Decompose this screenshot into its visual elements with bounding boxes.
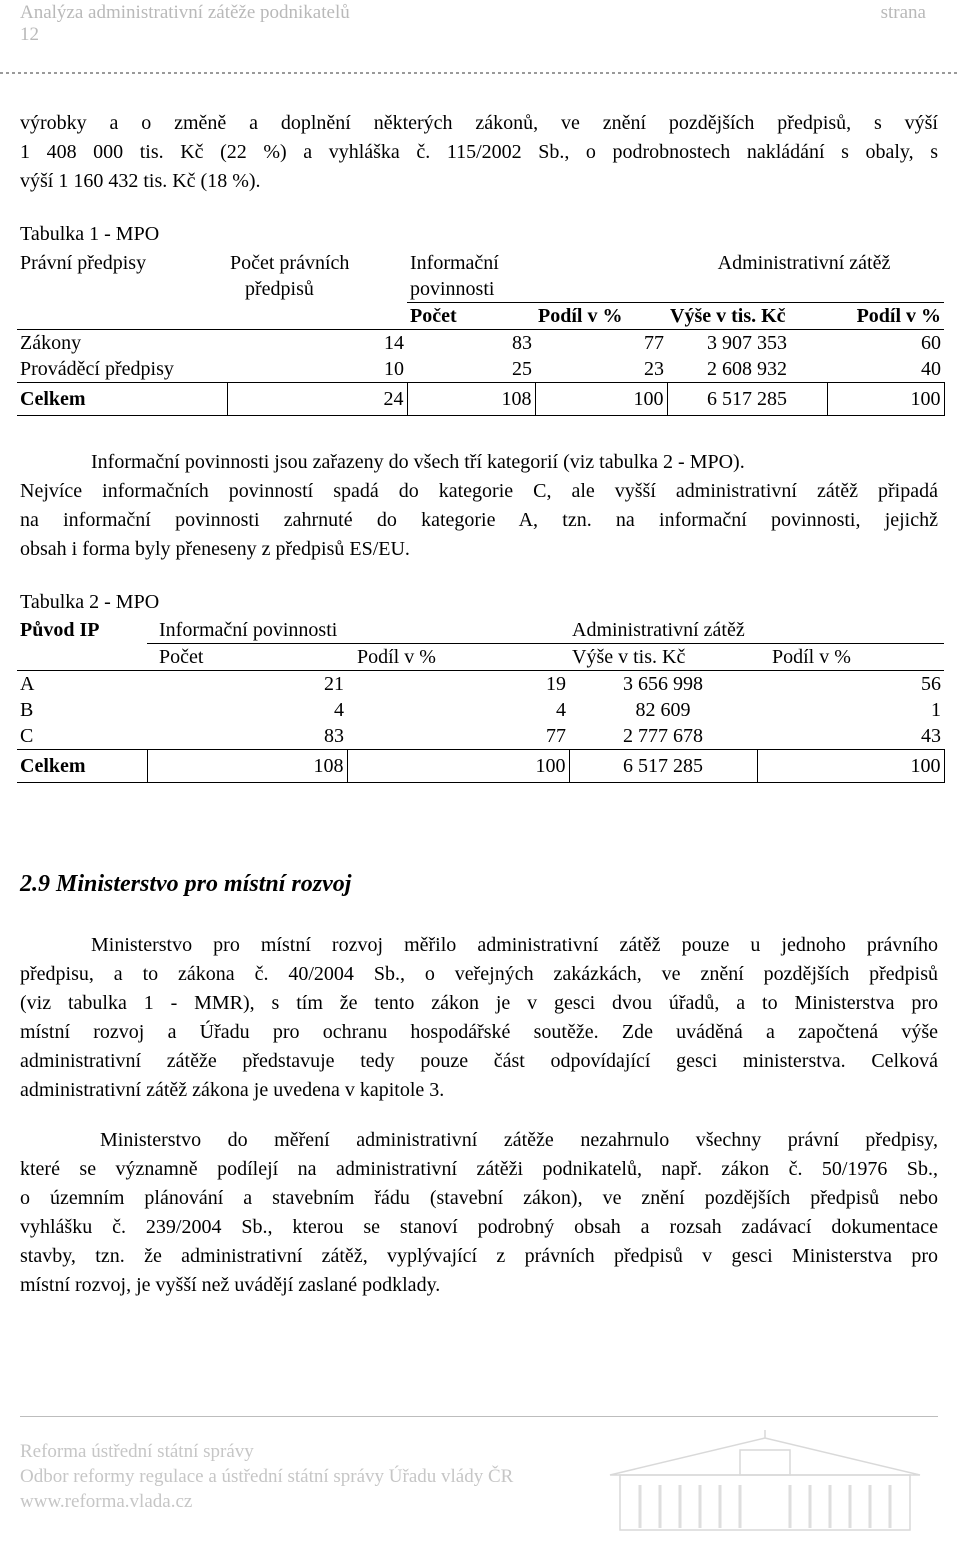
- table2-subheader-row: [17, 644, 944, 671]
- paragraph-line: Informační povinnosti jsou zařazeny do všech tří kategorií (viz tabulka 2 - MPO).: [91, 451, 745, 473]
- paragraph-line: které se významně podílejí na administrativní zátěži podnikatelů, např. zákon č. 50/1976 Sb.,: [20, 1158, 938, 1180]
- table1-cell: 108: [407, 383, 535, 416]
- table2-cell: 1: [931, 699, 942, 721]
- table1-header-cell: Počet: [407, 303, 535, 330]
- table2-cell: B: [20, 699, 34, 721]
- table1-header-cell: [407, 250, 535, 303]
- table1-cell: 40: [921, 358, 942, 380]
- table1-cell: 6 517 285: [667, 383, 827, 416]
- table1-cell: Celkem: [17, 383, 227, 416]
- intro-paragraph: [20, 109, 938, 196]
- table1-cell: Prováděcí předpisy: [20, 358, 174, 380]
- table1: [17, 250, 945, 416]
- table1-header-cell: Podíl v %: [535, 303, 667, 330]
- table2-header-cell: Administrativní zátěž: [572, 619, 745, 641]
- paragraph-2: [20, 448, 938, 564]
- table2-cell: 4: [556, 699, 566, 721]
- footer-line: Reforma ústřední státní správy: [20, 1441, 254, 1462]
- table2-header-cell: Podíl v %: [347, 644, 569, 671]
- table1-header-cell: Podíl v %: [827, 303, 944, 330]
- paragraph-line: místní rozvoj a Úřadu pro ochranu hospodářské soutěže. Zde uváděná a započtená výše: [20, 1021, 938, 1043]
- table1-cell: 100: [535, 383, 667, 416]
- table2-cell: 2 777 678: [623, 725, 703, 747]
- table2-header-cell: Počet: [147, 644, 347, 671]
- table2-cell: 43: [921, 725, 942, 747]
- table1-header-pocet-line1: Počet právních: [230, 252, 350, 274]
- table1-cell: 60: [827, 330, 944, 357]
- page-number: 12: [20, 24, 39, 45]
- paragraph-line: stavby, tzn. že administrativní zátěž, vyplývající z právních předpisů v gesci Ministerstva pro: [20, 1245, 938, 1267]
- footer: [20, 1439, 513, 1514]
- section-number: 2.9: [20, 871, 50, 897]
- table2-header-cell: Původ IP: [20, 619, 100, 641]
- paragraph-line: Nejvíce informačních povinností spadá do kategorie C, ale vyšší administrativní zátěž připadá: [20, 480, 938, 502]
- paragraph-line: na informační povinnosti zahrnuté do kategorie A, tzn. na informační povinnosti, jejichž: [20, 509, 938, 531]
- table1-cell: 10: [384, 358, 404, 380]
- table2-header-cell: Výše v tis. Kč: [569, 644, 757, 671]
- table1-cell: 25: [512, 358, 532, 380]
- table2-header-row: [17, 617, 944, 644]
- paragraph-line: místní rozvoj, je vyšší než uvádějí zaslané podklady.: [20, 1274, 441, 1296]
- table2-cell: 100: [757, 750, 944, 783]
- table2-header-cell: Podíl v %: [757, 644, 944, 671]
- table1-cell: 77: [535, 330, 667, 357]
- table2-cell: 83: [324, 725, 344, 747]
- paragraph-line: (viz tabulka 1 - MMR), s tím že tento zákon je v gesci dvou úřadů, a to Ministerstva pro: [20, 992, 938, 1014]
- table2-cell: 19: [347, 671, 569, 698]
- table1-header-row: [17, 250, 944, 303]
- table2-header-cell: Informační povinnosti: [159, 619, 338, 641]
- paragraph-line: administrativní zátěž zákona je uvedena v kapitole 3.: [20, 1079, 445, 1101]
- intro-line: výrobky a o změně a doplnění některých zákonů, ve znění pozdějších předpisů, s výší: [20, 112, 938, 134]
- paragraph-line: obsah i forma byly přeneseny z předpisů ES/EU.: [20, 538, 410, 560]
- table1-cell: 23: [644, 358, 664, 380]
- table1-header-inf-line2: povinnosti: [410, 278, 495, 300]
- paragraph-4: [20, 1126, 938, 1300]
- header-separator: [0, 72, 960, 74]
- table2-cell: 3 656 998: [569, 671, 757, 698]
- table1-subheader-row: [17, 303, 944, 330]
- table-row: [17, 356, 944, 383]
- table1-cell: 14: [227, 330, 407, 357]
- table1-header-cell: Administrativní zátěž: [717, 252, 891, 274]
- paragraph-line: vyhlášku č. 239/2004 Sb., kterou se stanoví podrobný obsah a rozsah zadávací dokumentace: [20, 1216, 938, 1238]
- section-heading: [20, 869, 351, 899]
- table-row: [17, 383, 944, 416]
- table1-header-cell: Právní předpisy: [20, 252, 147, 274]
- footer-url: www.reforma.vlada.cz: [20, 1491, 193, 1512]
- table1-header-inf-line1: Informační: [410, 252, 499, 274]
- table2-caption: Tabulka 2 - MPO: [20, 591, 160, 613]
- table2-cell: 108: [147, 750, 347, 783]
- table2-cell: 77: [546, 725, 566, 747]
- table1-header-pocet-line2: předpisů: [245, 278, 314, 300]
- paragraph-line: Ministerstvo do měření administrativní zátěže nezahrnulo všechny právní předpisy,: [100, 1129, 938, 1151]
- paragraph-line: Ministerstvo pro místní rozvoj měřilo administrativní zátěž pouze u jednoho právního: [91, 934, 938, 956]
- table2-cell: A: [17, 671, 147, 698]
- table2: [17, 617, 945, 783]
- table2-cell: 82 609: [635, 699, 691, 721]
- table1-cell: 2 608 932: [707, 358, 787, 380]
- paragraph-3: [20, 931, 938, 1105]
- paragraph-line: o územním plánování a stavebním řádu (stavební zákon), ve znění pozdějších předpisů nebo: [20, 1187, 938, 1209]
- table2-cell: 100: [347, 750, 569, 783]
- page-label: strana: [880, 2, 926, 23]
- table1-cell: Zákony: [17, 330, 227, 357]
- table1-header-cell: [227, 250, 407, 303]
- table-row: [17, 697, 944, 723]
- table2-cell: 21: [147, 671, 347, 698]
- section-title: Ministerstvo pro místní rozvoj: [56, 871, 352, 897]
- table2-cell: Celkem: [17, 750, 147, 783]
- table2-cell: C: [20, 725, 34, 747]
- building-watermark: [600, 1430, 930, 1535]
- table2-cell: 4: [334, 699, 344, 721]
- table1-cell: 24: [227, 383, 407, 416]
- header-title: Analýza administrativní zátěže podnikatelů: [20, 2, 350, 23]
- table1-cell: 83: [407, 330, 535, 357]
- table-row: [17, 723, 944, 750]
- table-row: [17, 330, 944, 357]
- table2-cell: 6 517 285: [569, 750, 757, 783]
- paragraph-line: administrativní zátěže představuje tedy pouze část odpovídající gesci ministerstva. Celková: [20, 1050, 938, 1072]
- table2-cell: 56: [757, 671, 944, 698]
- footer-line: Odbor reformy regulace a ústřední státní správy Úřadu vlády ČR: [20, 1466, 514, 1487]
- table1-header-cell: Výše v tis. Kč: [667, 303, 827, 330]
- table-row: [17, 671, 944, 698]
- table1-caption: Tabulka 1 - MPO: [20, 223, 160, 245]
- footer-separator: [20, 1416, 938, 1417]
- table1-cell: 3 907 353: [667, 330, 827, 357]
- table-row: [17, 750, 944, 783]
- paragraph-line: předpisu, a to zákona č. 40/2004 Sb., o veřejných zakázkách, ve znění pozdějších předpisů: [20, 963, 938, 985]
- intro-line: výší 1 160 432 tis. Kč (18 %).: [20, 170, 261, 192]
- intro-line: 1 408 000 tis. Kč (22 %) a vyhláška č. 115/2002 Sb., o podrobnostech nakládání s obaly, s: [20, 141, 938, 163]
- table1-cell: 100: [827, 383, 944, 416]
